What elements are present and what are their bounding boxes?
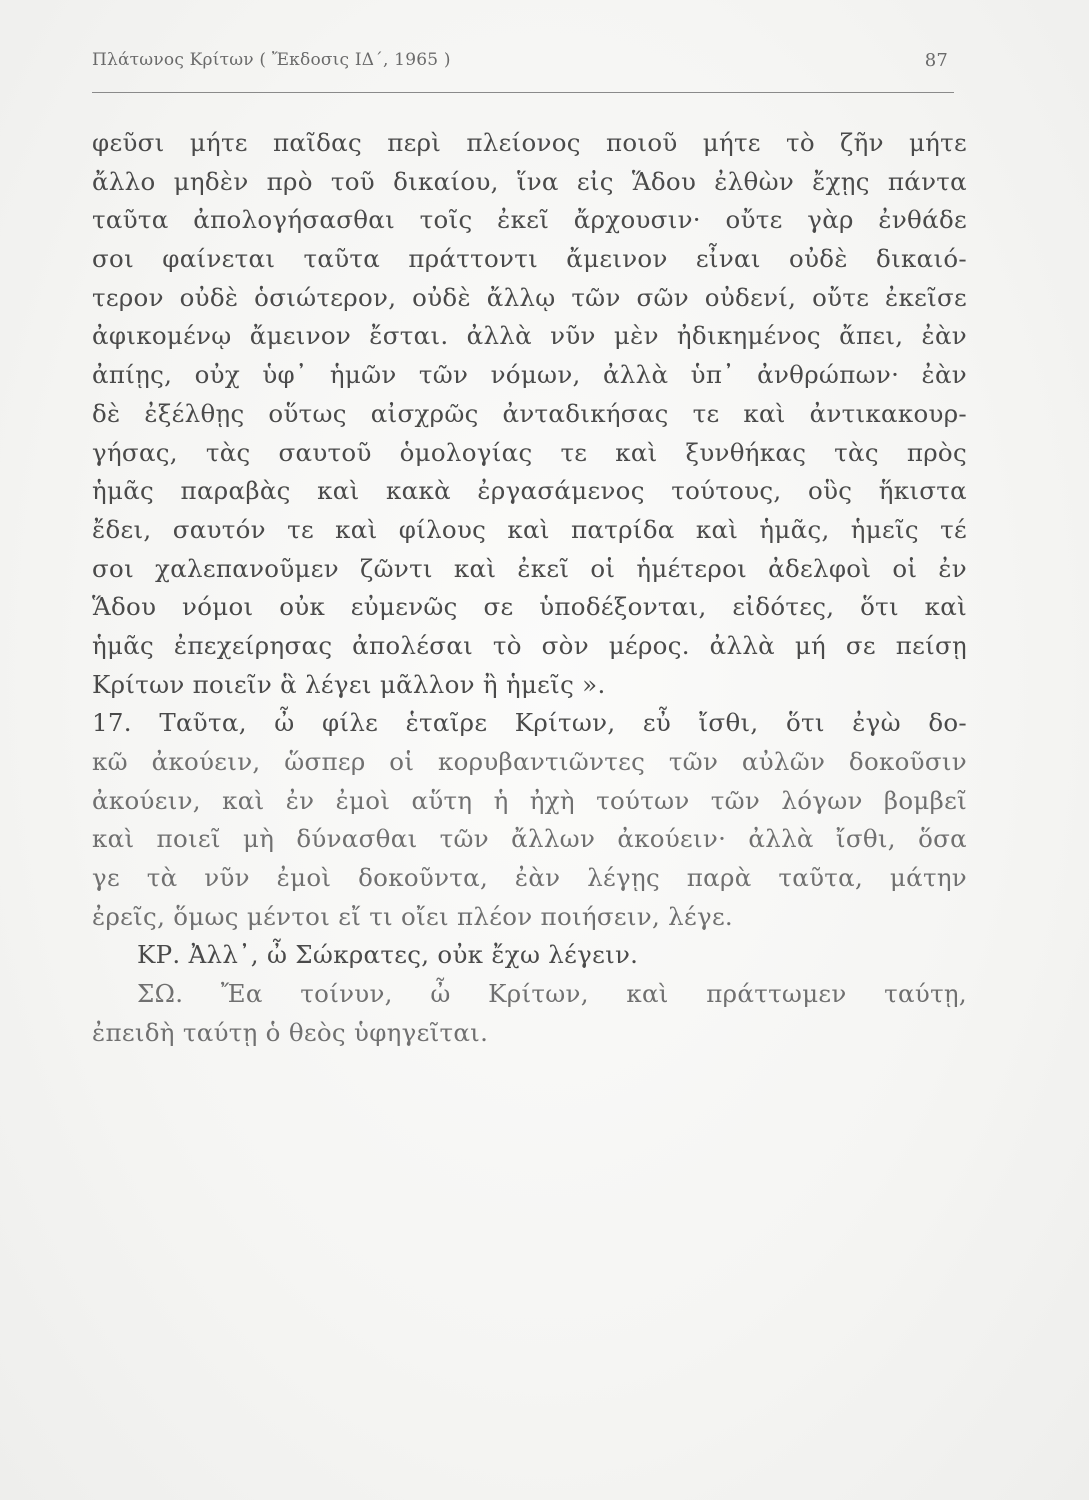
text-line: σοι χαλεπανοῦμεν ζῶντι καὶ ἐκεῖ οἱ ἡμέτεροι ἀδελφοὶ οἱ ἐν [92, 553, 967, 583]
running-head-title: Πλάτωνος Κρίτων ( Ἔκδοσις ΙΔ΄, 1965 ) [92, 50, 451, 70]
text-line: Κρίτων ποιεῖν ἃ λέγει μᾶλλον ἢ ἡμεῖς ». [92, 669, 606, 699]
section-17-first-line: 17. Ταῦτα, ὦ φίλε ἑταῖρε Κρίτων, εὖ ἴσθι, ὅτι ἐγὼ δο- [92, 708, 967, 738]
text-line: ἔδει, σαυτόν τε καὶ φίλους καὶ πατρίδα καὶ ἡμᾶς, ἡμεῖς τέ [92, 514, 967, 544]
header-rule [92, 92, 954, 93]
text-line: γήσας, τὰς σαυτοῦ ὁμολογίας τε καὶ ξυνθήκας τὰς πρὸς [92, 437, 967, 467]
dialogue-line-kriton: ΚΡ. Ἀλλ᾽, ὦ Σώκρατες, οὐκ ἔχω λέγειν. [137, 940, 639, 970]
dialogue-line-sokrates: ΣΩ. Ἔα τοίνυν, ὦ Κρίτων, καὶ πράττωμεν ταύτῃ, [137, 979, 967, 1009]
text-line: ἀπίῃς, οὐχ ὑφ᾽ ἡμῶν τῶν νόμων, ἀλλὰ ὑπ᾽ ἀνθρώπων· ἐὰν [92, 360, 967, 390]
text-line: τερον οὐδὲ ὁσιώτερον, οὐδὲ ἄλλῳ τῶν σῶν οὐδενί, οὔτε ἐκεῖσε [92, 282, 967, 312]
text-line: ἡμᾶς παραβὰς καὶ κακὰ ἐργασάμενος τούτους, οὓς ἥκιστα [92, 476, 967, 506]
running-head [92, 46, 954, 80]
text-line: δὲ ἐξέλθῃς οὕτως αἰσχρῶς ἀνταδικήσας τε καὶ ἀντικακουρ- [92, 398, 967, 428]
body-text [92, 124, 967, 1053]
text-line: ἀφικομένῳ ἄμεινον ἔσται. ἀλλὰ νῦν μὲν ἠδικημένος ἄπει, ἐὰν [92, 321, 967, 351]
text-line: καὶ ποιεῖ μὴ δύνασθαι τῶν ἄλλων ἀκούειν· ἀλλὰ ἴσθι, ὅσα [92, 824, 967, 854]
page-number: 87 [924, 50, 948, 71]
text-line: ἄλλο μηδὲν πρὸ τοῦ δικαίου, ἵνα εἰς Ἅδου ἐλθὼν ἔχῃς πάντα [92, 166, 967, 196]
text-line: ταῦτα ἀπολογήσασθαι τοῖς ἐκεῖ ἄρχουσιν· οὔτε γὰρ ἐνθάδε [92, 205, 967, 235]
text-line: ἐπειδὴ ταύτῃ ὁ θεὸς ὑφηγεῖται. [92, 1017, 489, 1047]
text-line: σοι φαίνεται ταῦτα πράττοντι ἄμεινον εἶναι οὐδὲ δικαιό- [92, 244, 967, 274]
text-line: κῶ ἀκούειν, ὥσπερ οἱ κορυβαντιῶντες τῶν αὐλῶν δοκοῦσιν [92, 747, 967, 776]
text-line: ἐρεῖς, ὅμως μέντοι εἴ τι οἴει πλέον ποιήσειν, λέγε. [92, 901, 734, 931]
text-line: ἡμᾶς ἐπεχείρησας ἀπολέσαι τὸ σὸν μέρος. ἀλλὰ μή σε πείσῃ [92, 630, 967, 660]
text-line: Ἅδου νόμοι οὐκ εὐμενῶς σε ὑποδέξονται, εἰδότες, ὅτι καὶ [92, 592, 967, 622]
text-line: ἀκούειν, καὶ ἐν ἐμοὶ αὕτη ἡ ἠχὴ τούτων τῶν λόγων βομβεῖ [92, 785, 967, 815]
text-line: φεῦσι μήτε παῖδας περὶ πλείονος ποιοῦ μήτε τὸ ζῆν μήτε [92, 128, 967, 157]
text-line: γε τὰ νῦν ἐμοὶ δοκοῦντα, ἐὰν λέγῃς παρὰ ταῦτα, μάτην [92, 863, 967, 893]
